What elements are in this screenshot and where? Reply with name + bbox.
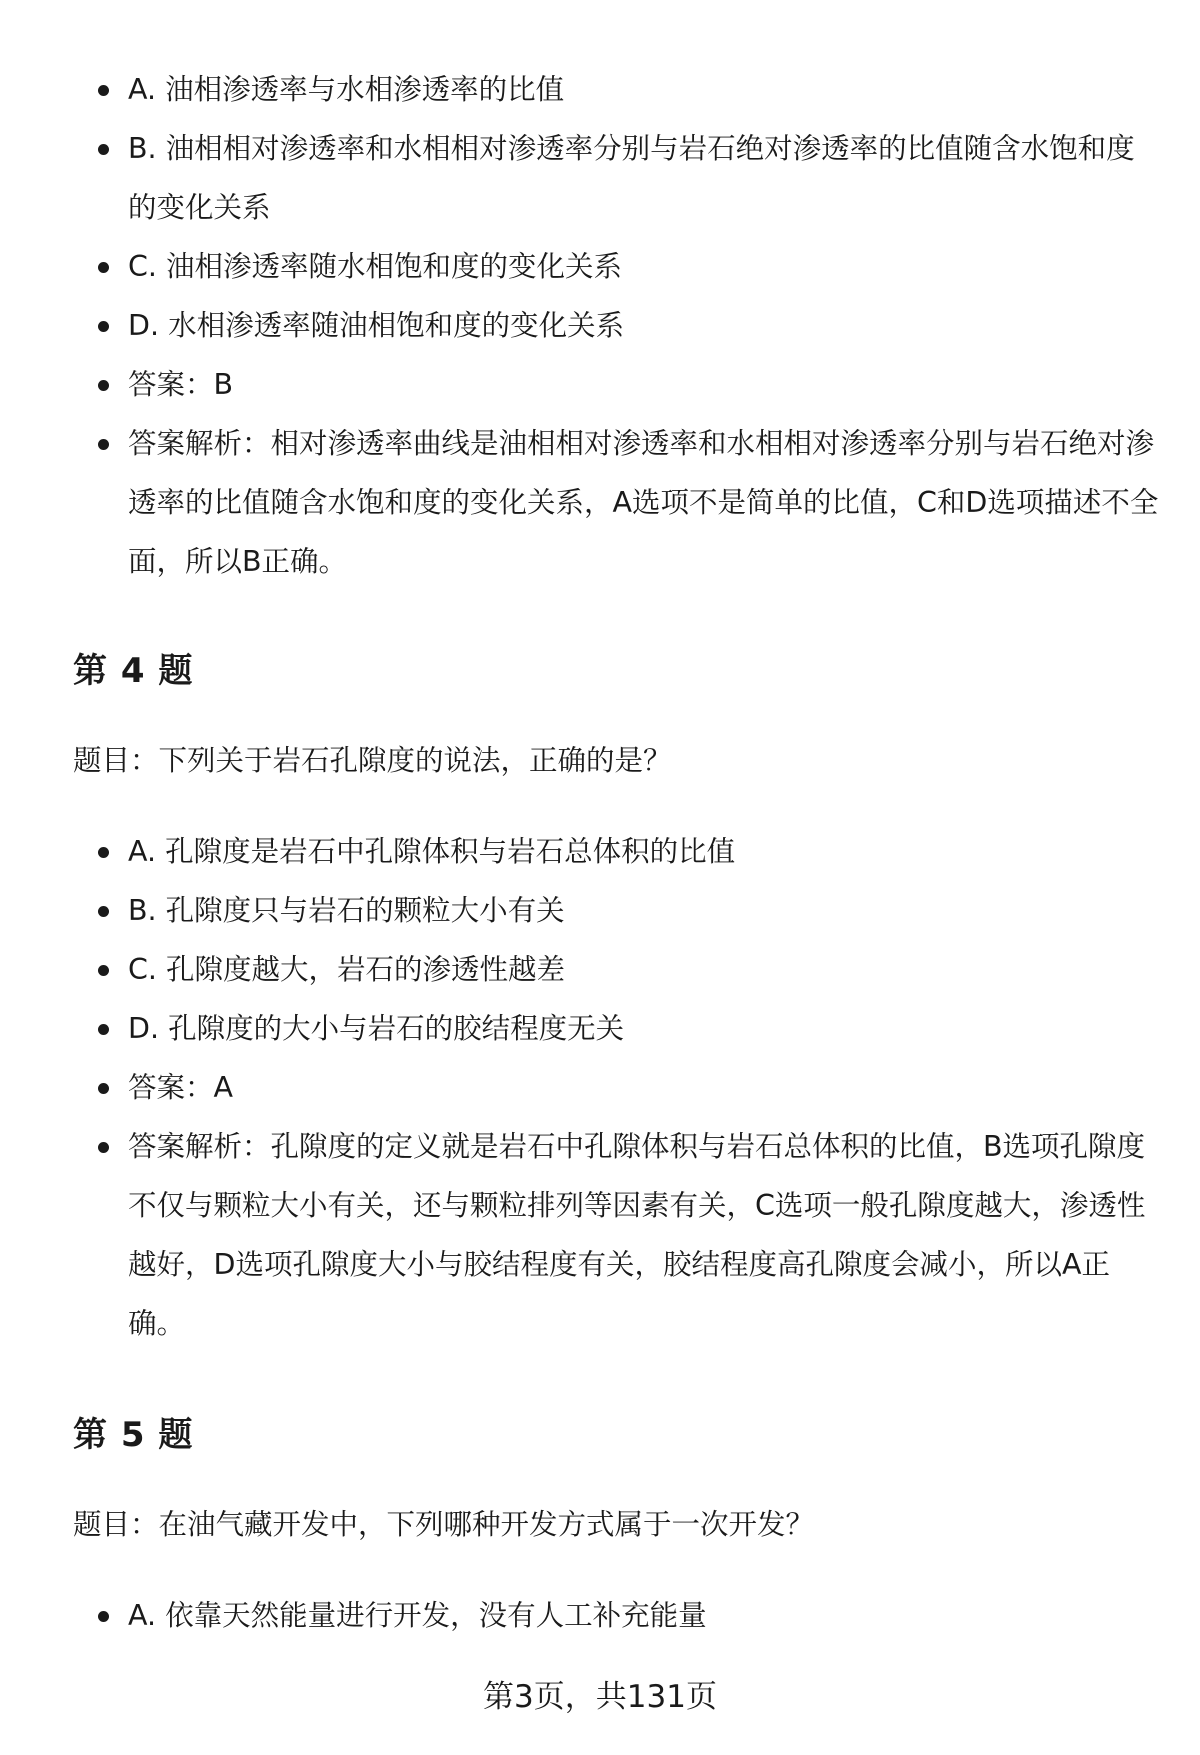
bullet-icon [98,1083,109,1094]
bullet-icon [98,144,109,155]
question-5-text: 题目：在油气藏开发中，下列哪种开发方式属于一次开发？ [73,1508,815,1541]
bullet-icon [98,321,109,332]
bullet-icon [98,1024,109,1035]
explanation-item: 答案解析：相对渗透率曲线是油相相对渗透率和水相相对渗透率分别与岩石绝对渗透率的比值随含水饱和度的变化关系，A选项不是简单的比值，C和D选项描述不全面，所以B正确。 [0,414,1200,591]
bullet-icon [98,1142,109,1153]
answer-item: 答案：A [0,1058,1200,1117]
bullet-icon [98,85,109,96]
page-footer: 第3页，共131页 [483,1679,717,1715]
list-item: A. 依靠天然能量进行开发，没有人工补充能量 [0,1586,1200,1645]
bullet-icon [98,439,109,450]
list-item: A. 油相渗透率与水相渗透率的比值 [0,60,1200,119]
q5-option-list [0,1586,1200,1645]
question-4-text: 题目：下列关于岩石孔隙度的说法，正确的是？ [73,744,672,777]
bullet-icon [98,847,109,858]
list-item: A. 孔隙度是岩石中孔隙体积与岩石总体积的比值 [0,822,1200,881]
bullet-icon [98,380,109,391]
bullet-icon [98,1611,109,1622]
question-4-heading: 第 4 题 [73,651,194,691]
list-item: C. 孔隙度越大，岩石的渗透性越差 [0,940,1200,999]
list-item: D. 水相渗透率随油相饱和度的变化关系 [0,296,1200,355]
bullet-icon [98,262,109,273]
bullet-icon [98,965,109,976]
list-item: B. 孔隙度只与岩石的颗粒大小有关 [0,881,1200,940]
q3-option-list [0,60,1200,591]
answer-item: 答案：B [0,355,1200,414]
list-item: C. 油相渗透率随水相饱和度的变化关系 [0,237,1200,296]
q4-option-list [0,822,1200,1353]
list-item: B. 油相相对渗透率和水相相对渗透率分别与岩石绝对渗透率的比值随含水饱和度的变化关系 [0,119,1200,237]
question-5-heading: 第 5 题 [73,1415,194,1455]
bullet-icon [98,906,109,917]
list-item: D. 孔隙度的大小与岩石的胶结程度无关 [0,999,1200,1058]
explanation-item: 答案解析：孔隙度的定义就是岩石中孔隙体积与岩石总体积的比值，B选项孔隙度不仅与颗粒大小有关，还与颗粒排列等因素有关，C选项一般孔隙度越大，渗透性越好，D选项孔隙度大小与胶结程度有关，胶结程度高孔隙度会减小，所以A正确。 [0,1117,1200,1353]
